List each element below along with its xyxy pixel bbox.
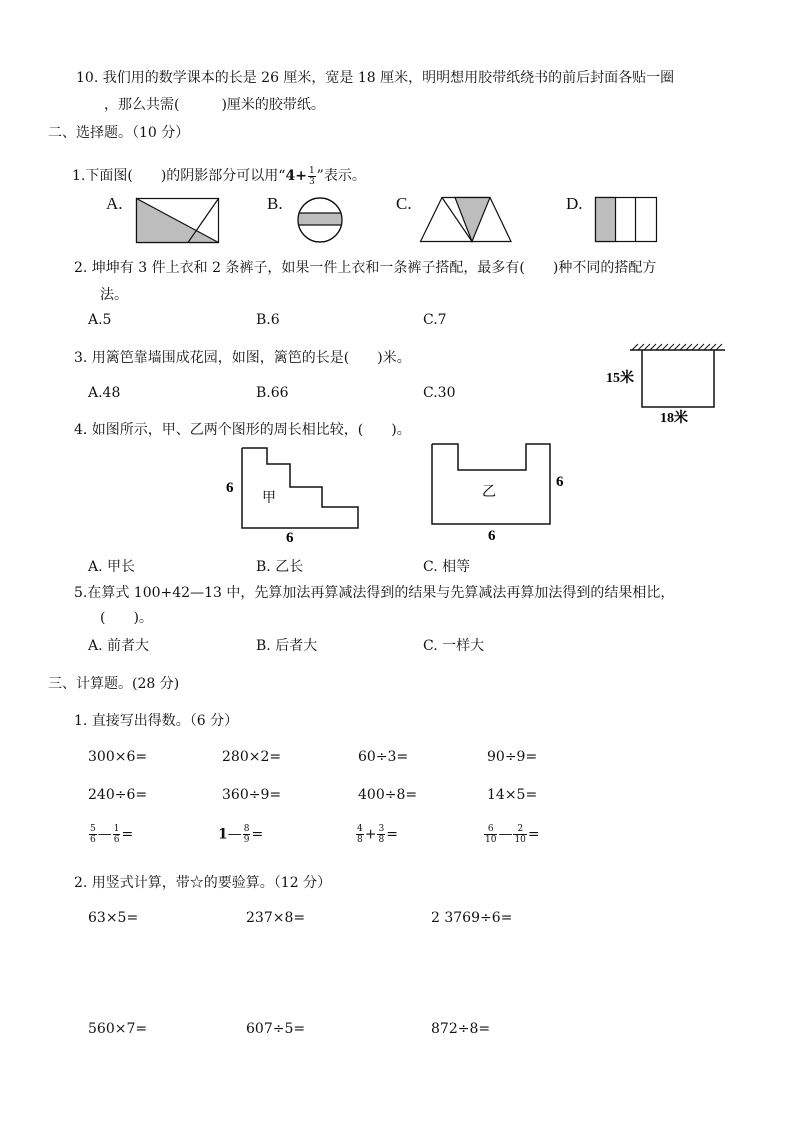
yi-bottom-label: 6 xyxy=(488,528,496,544)
s2-q1-fraction xyxy=(308,166,316,187)
frac-eq: = xyxy=(527,826,540,843)
s2-q2-option-b: B.6 xyxy=(256,312,280,328)
frac-num: 2 xyxy=(513,824,526,835)
jia-label: 甲 xyxy=(262,491,276,506)
s2-q1-den: 3 xyxy=(308,176,315,187)
s2-q1-whole: 4 xyxy=(285,168,296,184)
frac-3-8 xyxy=(377,824,385,845)
s2-q1-num: 1 xyxy=(308,165,315,176)
figure-yi-shape xyxy=(428,440,578,544)
frac-den: 6 xyxy=(113,835,120,845)
jia-side-label: 6 xyxy=(226,480,234,496)
s2-q4-option-a: A. 甲长 xyxy=(88,559,136,575)
s2-q3-option-b: B.66 xyxy=(256,385,289,401)
s3-q1-title: 1. 直接写出得数。（6 分） xyxy=(74,713,239,729)
frac-den: 10 xyxy=(485,835,497,845)
s2-q5-option-a: A. 前者大 xyxy=(88,638,150,654)
s2-q1-prompt xyxy=(72,165,366,187)
q10-line1: 10. 我们用的数学课本的长是 26 厘米，宽是 18 厘米，明明想用胶带纸绕书的前后封面各贴一圈 xyxy=(76,70,675,86)
frac-op: — xyxy=(227,826,242,843)
frac-num: 6 xyxy=(484,824,497,835)
frac-den: 9 xyxy=(243,835,250,845)
s2-q1-prefix: 1.下面图( )的阴影部分可以用“ xyxy=(72,168,286,184)
s2-q1-option-c: C. xyxy=(396,194,412,213)
frac-8-9 xyxy=(243,824,251,845)
vert-r2-c3: 872÷8= xyxy=(431,1021,491,1037)
frac-op: + xyxy=(364,826,377,843)
fence-bottom-label: 18米 xyxy=(660,411,688,426)
figure-d-rectangle xyxy=(595,197,657,243)
yi-label: 乙 xyxy=(482,485,496,500)
frac-op: — xyxy=(498,826,513,843)
s2-q1-plus: + xyxy=(295,168,307,184)
s2-q2-line1: 2. 坤坤有 3 件上衣和 2 条裤子，如果一件上衣和一条裤子搭配，最多有( )种不同的搭配方 xyxy=(74,260,657,276)
vert-r2-c2: 607÷5= xyxy=(246,1021,306,1037)
q10-line2: ，那么共需( )厘米的胶带纸。 xyxy=(104,97,325,113)
s2-q2-line2: 法。 xyxy=(100,287,128,303)
s2-q2-option-c: C.7 xyxy=(423,312,447,328)
s2-q1-suffix: ”表示。 xyxy=(316,168,366,184)
calc-r1-c2: 280×2= xyxy=(222,749,282,765)
fence-side-label: 15米 xyxy=(606,371,634,386)
whole-number: 1 xyxy=(218,826,228,843)
frac-eq: = xyxy=(386,826,398,843)
frac-num: 4 xyxy=(357,824,363,834)
frac-den: 10 xyxy=(514,835,526,845)
frac-4-8 xyxy=(356,824,364,845)
vert-r1-c1: 63×5= xyxy=(88,910,139,926)
calc-r3-c4 xyxy=(483,824,540,845)
frac-5-6 xyxy=(89,824,97,845)
frac-eq: = xyxy=(251,826,264,843)
vert-r1-c2: 237×8= xyxy=(246,910,306,926)
frac-1-6 xyxy=(113,824,121,845)
s2-q1-option-a: A. xyxy=(106,194,123,213)
calc-r3-c2 xyxy=(218,824,263,845)
figure-a-rectangle xyxy=(136,198,220,244)
frac-2-10 xyxy=(513,824,526,845)
frac-den: 8 xyxy=(357,835,363,845)
s2-q1-option-d: D. xyxy=(566,194,583,213)
s2-q4-option-b: B. 乙长 xyxy=(256,559,304,575)
calc-r1-c3: 60÷3= xyxy=(358,749,409,765)
calc-r2-c2: 360÷9= xyxy=(222,787,282,803)
frac-den: 8 xyxy=(378,835,385,845)
s2-q5-option-b: B. 后者大 xyxy=(256,638,318,654)
fence-garden-figure xyxy=(600,340,730,430)
calc-r2-c4: 14×5= xyxy=(487,787,538,803)
section3-title: 三、计算题。(28 分) xyxy=(48,676,180,692)
s2-q3-text: 3. 用篱笆靠墙围成花园，如图，篱笆的长是( )米。 xyxy=(74,350,411,366)
vert-r2-c1: 560×7= xyxy=(88,1021,148,1037)
frac-num: 1 xyxy=(113,824,120,834)
calc-r1-c1: 300×6= xyxy=(88,749,148,765)
frac-num: 8 xyxy=(243,824,250,834)
s2-q3-option-a: A.48 xyxy=(88,385,121,401)
s3-q2-title: 2. 用竖式计算，带☆的要验算。（12 分） xyxy=(74,875,332,891)
jia-bottom-label: 6 xyxy=(286,530,294,546)
calc-r3-c3 xyxy=(355,824,398,845)
vert-r1-c3: 2 3769÷6= xyxy=(431,910,513,926)
frac-eq: = xyxy=(121,826,134,843)
s2-q4-option-c: C. 相等 xyxy=(423,559,471,575)
s2-q5-line2: ( )。 xyxy=(100,610,153,626)
calc-r3-c1 xyxy=(88,824,133,845)
figure-jia-staircase xyxy=(222,444,362,544)
s2-q1-option-b: B. xyxy=(267,194,283,213)
frac-num: 3 xyxy=(378,824,385,834)
figure-c-trapezoid xyxy=(420,197,512,243)
frac-den: 6 xyxy=(90,835,96,845)
figure-b-circle xyxy=(294,197,346,243)
s2-q3-option-c: C.30 xyxy=(423,385,456,401)
s2-q5-line1: 5.在算式 100+42—13 中，先算加法再算减法得到的结果与先算减法再算加法得到的结果相比， xyxy=(74,585,675,601)
s2-q5-option-c: C. 一样大 xyxy=(423,638,485,654)
yi-side-label: 6 xyxy=(556,474,564,490)
calc-r2-c1: 240÷6= xyxy=(88,787,148,803)
s2-q2-option-a: A.5 xyxy=(88,312,112,328)
frac-6-10 xyxy=(484,824,497,845)
section2-title: 二、选择题。（10 分） xyxy=(48,125,190,141)
calc-r1-c4: 90÷9= xyxy=(487,749,538,765)
s2-q4-text: 4. 如图所示，甲、乙两个图形的周长相比较，( )。 xyxy=(74,422,411,438)
calc-r2-c3: 400÷8= xyxy=(358,787,418,803)
frac-op: — xyxy=(97,826,112,843)
frac-num: 5 xyxy=(90,824,96,834)
